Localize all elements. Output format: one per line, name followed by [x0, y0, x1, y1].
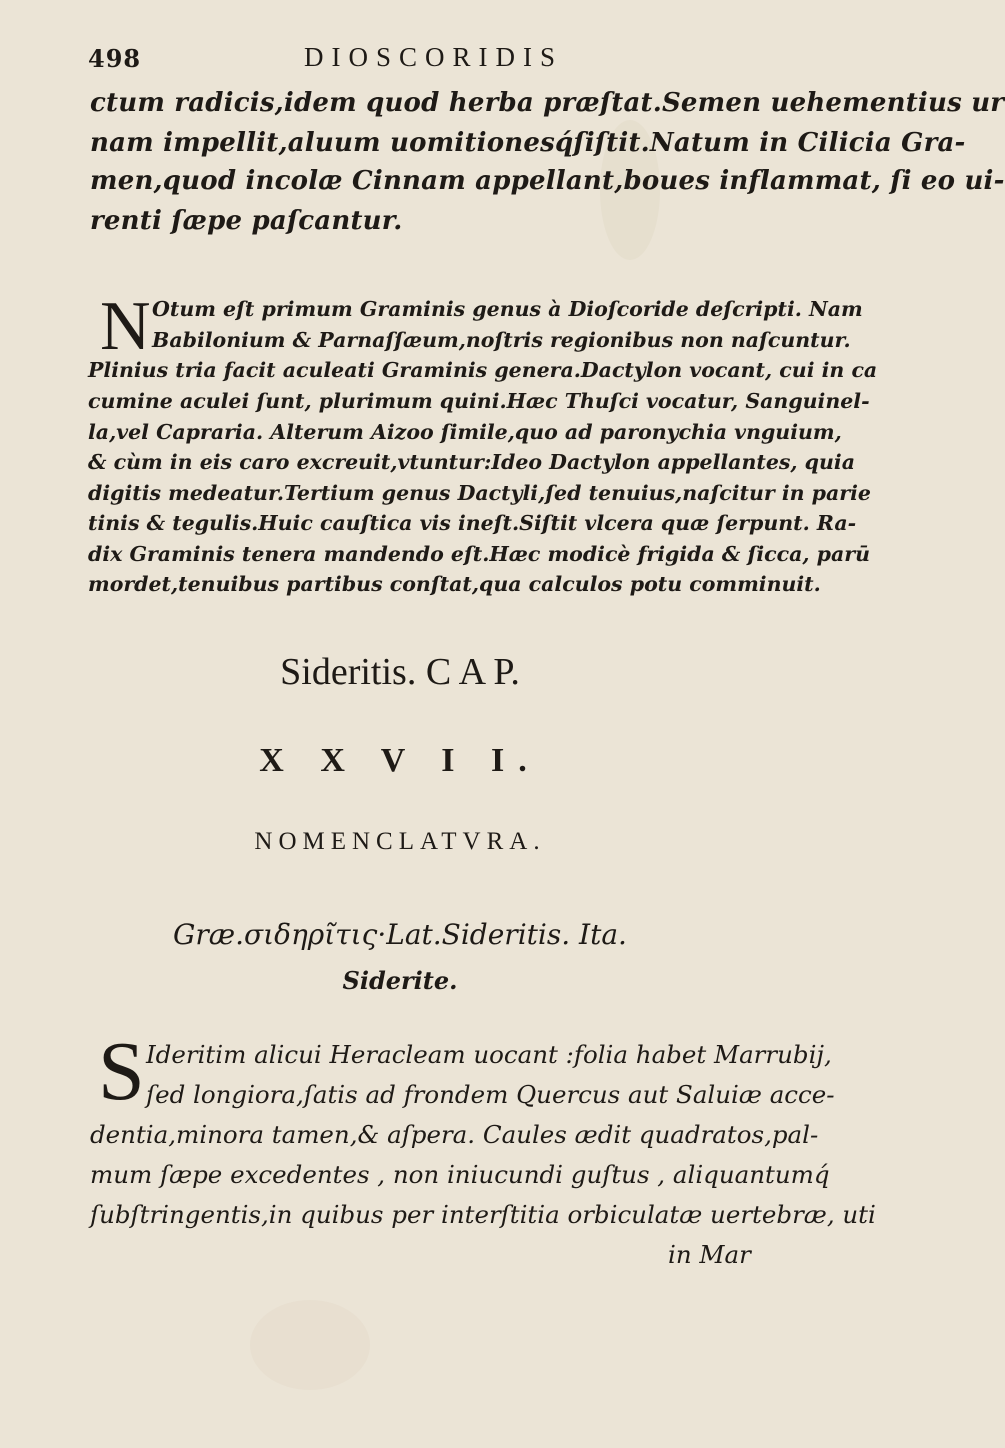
text-line: ctum radicis,idem quod herba præſtat.Semen uehementius ur: [90, 88, 1005, 118]
text-line: in Mar: [668, 1240, 751, 1269]
drop-cap: N: [100, 288, 151, 365]
text-line: ſed longiora,ſatis ad frondem Quercus aut Saluiæ acce-: [146, 1080, 835, 1109]
text-line: & cùm in eis caro excreuit,vtuntur:Ideo Dactylon appellantes, quia: [88, 450, 855, 474]
text-line: mum ſæpe excedentes , non iniucundi guſtus , aliquantumq́: [90, 1160, 830, 1189]
running-head: [88, 40, 760, 76]
text-line: Babilonium & Parnaſſæum,noſtris regionibus non naſcuntur.: [152, 328, 851, 352]
text-line: ſubſtringentis,in quibus per interſtitia orbiculatæ uertebræ, uti: [90, 1200, 876, 1229]
drop-cap: S: [98, 1025, 145, 1118]
text-line: la,vel Capraria. Alterum Aizoo ſimile,quo ad paronychia vnguium,: [88, 420, 842, 444]
text-line: nam impellit,aluum uomitionesq́ſiſtit.Natum in Cilicia Gra-: [90, 128, 966, 158]
section-heading: NOMENCLATVRA.: [254, 828, 546, 855]
chapter-title: Sideritis. C A P.: [280, 651, 520, 693]
text-line: Otum eſt primum Graminis genus à Dioſcoride deſcripti. Nam: [152, 297, 863, 321]
text-line: mordet,tenuibus partibus conſtat,qua calculos potu comminuit.: [88, 572, 821, 596]
synonyms-line: Græ.σιδηρῖτις·Lat.Sideritis. Ita.: [173, 918, 627, 951]
chapter-number: X X V I I.: [259, 742, 541, 779]
text-line: renti ſæpe paſcantur.: [90, 206, 403, 236]
text-line: Ideritim alicui Heracleam uocant :folia habet Marrubij,: [146, 1040, 832, 1069]
text-line: men,quod incolæ Cinnam appellant,boues inflammat, ſi eo ui-: [90, 166, 1005, 196]
text-line: dentia,minora tamen,& aſpera. Caules ædit quadratos,pal-: [90, 1120, 819, 1149]
header-title: DIOSCORIDIS: [304, 42, 564, 72]
text-line: tinis & tegulis.Huic cauſtica vis ineſt.Siſtit vlcera quæ ſerpunt. Ra-: [88, 511, 857, 535]
synonyms-line: Siderite.: [342, 966, 458, 995]
page-number: 498: [88, 44, 142, 73]
paper-stain: [250, 1300, 370, 1390]
text-line: digitis medeatur.Tertium genus Dactyli,ſed tenuius,naſcitur in parie: [88, 481, 871, 505]
text-line: Plinius tria facit aculeati Graminis genera.Dactylon vocant, cui in ca: [88, 358, 878, 382]
text-line: dix Graminis tenera mandendo eſt.Hæc modicè frigida & ſicca, parū: [88, 542, 870, 566]
text-line: cumine aculei ſunt, plurimum quini.Hæc Thuſci vocatur, Sanguinel-: [88, 389, 870, 413]
